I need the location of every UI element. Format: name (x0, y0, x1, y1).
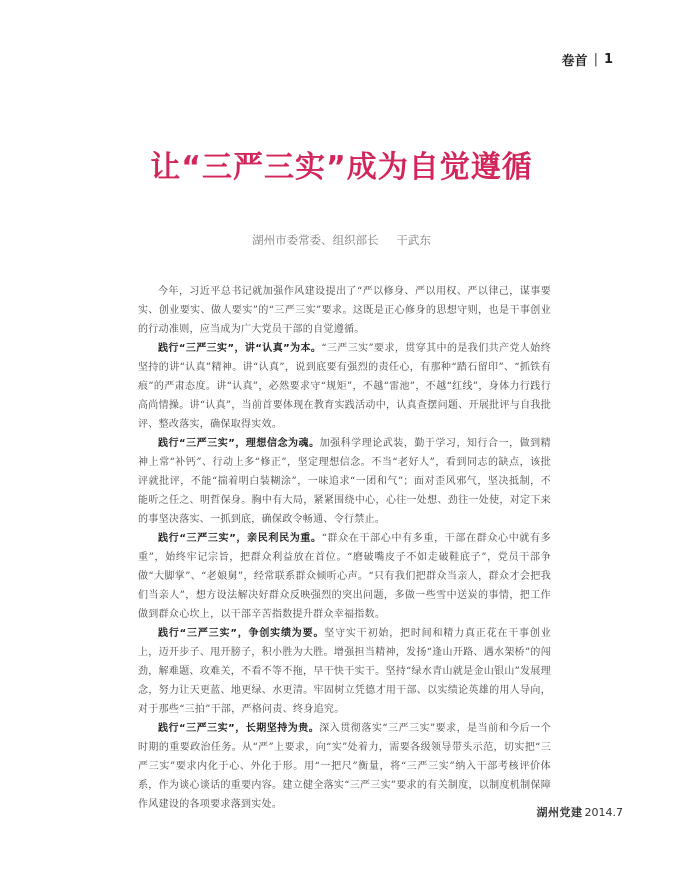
author-byline (0, 232, 683, 248)
article-body (138, 282, 551, 814)
paragraph-text: 加强科学理论武装，勤于学习，知行合一，做到精神上常“补钙”、行动上多“修正”，坚定理想信念。不当“老好人”，看到同志的缺点，该批评就批评，不能“揣着明白装糊涂”，一味追求“一团和气”；面对歪风邪气，坚决抵制，不能听之任之、明哲保身。胸中有大局，紧紧围绕中心，心往一处想、劲往一处使，对定下来的事坚决落实、一抓到底，确保政令畅通、令行禁止。 (138, 438, 551, 525)
paragraph-lead: 践行“三严三实”，理想信念为魂。 (158, 438, 320, 449)
paragraph-text: “三严三实”要求，贯穿其中的是我们共产党人始终坚持的讲“认真”精神。讲“认真”，说到底要有强烈的责任心，有那种“踏石留印”、“抓铁有痕”的严肃态度。讲“认真”，必然要求守“规矩”，不越“雷池”，不越“红线”，身体力行践行高尚情操。讲“认真”，当前首要体现在教育实践活动中，认真查摆问题、开展批评与自我批评、整改落实，确保取得实效。 (138, 343, 551, 430)
issue-number: 2014.7 (584, 805, 623, 819)
magazine-name: 湖州党建 (536, 806, 583, 819)
author-name: 干武东 (396, 233, 431, 247)
paragraph (138, 624, 551, 719)
paragraph (138, 719, 551, 814)
section-label: 卷首 (561, 54, 588, 69)
paragraph-text: 今年，习近平总书记就加强作风建设提出了“严以修身、严以用权、严以律己，谋事要实、创业要实、做人要实”的“三严三实”要求。这既是正心修身的思想守则，也是干事创业的行动准则，应当成为广大党员干部的自觉遵循。 (138, 286, 551, 335)
paragraph (138, 282, 551, 339)
page-footer (537, 804, 624, 820)
header-separator: | (593, 52, 598, 67)
paragraph-text: “群众在干部心中有多重，干部在群众心中就有多重”，始终牢记宗旨，把群众利益放在首位。“磨破嘴皮子不如走破鞋底子”，党员干部争做“大脚掌”、“老娘舅”，经常联系群众倾听心声。“只有我们把群众当亲人，群众才会把我们当亲人”，想方设法解决好群众反映强烈的突出问题，多做一些雪中送炭的事情，把工作做到群众心坎上，以干部辛苦指数提升群众幸福指数。 (138, 533, 551, 620)
paragraph-lead: 践行“三严三实”，争创实绩为要。 (158, 628, 325, 639)
paragraph (138, 434, 551, 529)
paragraph-text: 坚守实干初始，把时间和精力真正花在干事创业上，迈开步子、甩开膀子，积小胜为大胜。增强担当精神，发扬“逢山开路、遇水架桥”的闯劲，解难题、攻难关，不看不等不拖，早干快干实干。坚持“绿水青山就是金山银山”发展理念，努力让天更蓝、地更绿、水更清。牢固树立凭德才用干部、以实绩论英雄的用人导向，对于那些“三拍”干部，严格问责、终身追究。 (138, 628, 551, 715)
paragraph (138, 339, 551, 434)
article-title: 让“三严三实”成为自觉遵循 (150, 150, 533, 185)
author-role: 湖州市委常委、组织部长 (252, 233, 379, 247)
paragraph-text: 深入贯彻落实“三严三实”要求，是当前和今后一个时期的重要政治任务。从“严”上要求，向“实”处着力，需要各级领导带头示范，切实把“三严三实”要求内化于心、外化于形。用“一把尺”衡量，将“三严三实”纳入干部考核评价体系，作为谈心谈话的重要内容。建立健全落实“三严三实”要求的有关制度，以制度机制保障作风建设的各项要求落到实处。 (138, 723, 551, 810)
page-header (562, 50, 613, 69)
paragraph-lead: 践行“三严三实”，讲“认真”为本。 (158, 343, 322, 354)
paragraph (138, 529, 551, 624)
page-number: 1 (603, 52, 613, 67)
paragraph-lead: 践行“三严三实”，亲民利民为重。 (158, 533, 322, 544)
paragraph-lead: 践行“三严三实”，长期坚持为贵。 (158, 723, 320, 734)
